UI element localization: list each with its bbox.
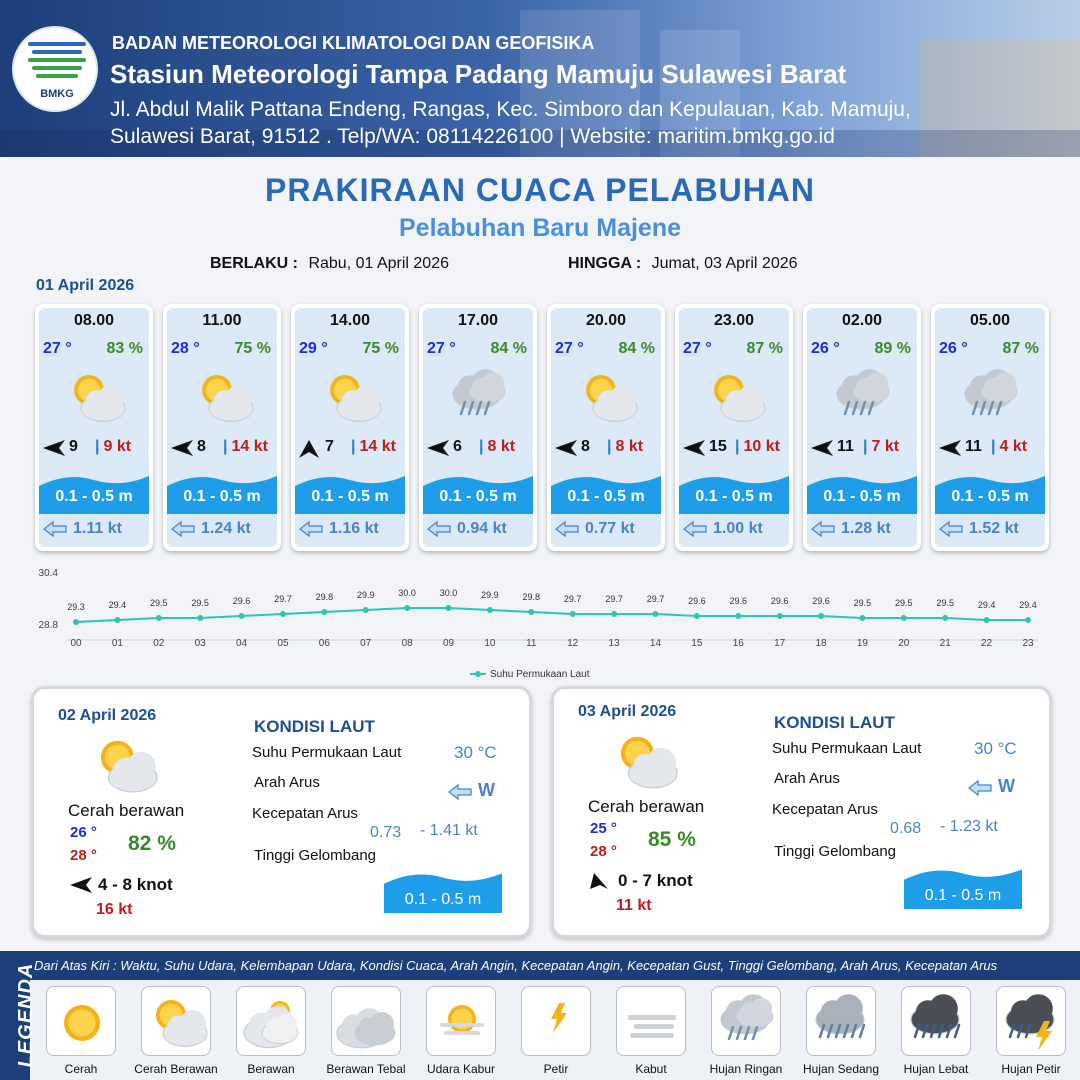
- wave-height: 0.1 - 0.5 m: [695, 488, 773, 505]
- wind-speed-range: 4 - 8 knot: [98, 875, 173, 894]
- air-temperature: 29 °: [299, 340, 328, 357]
- sst-chart: [30, 562, 1050, 682]
- current-speed: 0.77 kt: [585, 520, 635, 537]
- separator: |: [863, 438, 868, 455]
- current-direction-icon: [968, 779, 998, 797]
- gust-value: 4 kt: [999, 438, 1028, 455]
- wind-direction-icon: [171, 440, 191, 456]
- cerah-berawan-icon: [191, 368, 255, 426]
- data-point: [197, 615, 203, 621]
- wave-label: Tinggi Gelombang: [254, 847, 377, 864]
- gust-speed: 16 kt: [96, 901, 133, 918]
- current-direction-icon: [683, 520, 713, 537]
- current: [299, 520, 399, 538]
- data-label: 29.6: [812, 596, 830, 606]
- current-speed: 1.11 kt: [73, 520, 122, 537]
- cerah-berawan-icon: [141, 986, 211, 1056]
- x-tick-label: 00: [70, 638, 82, 649]
- x-tick-label: 21: [939, 638, 951, 649]
- sst-series-line: [76, 608, 1028, 622]
- x-tick-label: 01: [111, 638, 123, 649]
- data-point: [901, 615, 907, 621]
- legend-label: Berawan: [247, 1062, 295, 1076]
- wind-direction-icon: [427, 440, 447, 456]
- legend-label: Hujan Sedang: [802, 1062, 880, 1076]
- data-point: [735, 613, 741, 619]
- legend-label: Udara Kabur: [426, 1062, 496, 1076]
- x-tick-label: 09: [442, 638, 455, 649]
- cerah-icon: [46, 986, 116, 1056]
- max-temperature: 28 °: [590, 843, 617, 860]
- gust-value: 14 kt: [231, 438, 268, 455]
- sea-condition-title: KONDISI LAUT: [254, 717, 375, 736]
- separator: |: [223, 438, 228, 455]
- valid-from-value: Rabu, 01 April 2026: [308, 255, 449, 272]
- x-tick-label: 16: [732, 638, 744, 649]
- forecast-time: 02.00: [841, 312, 883, 329]
- wind-direction-icon: [43, 440, 63, 456]
- current-speed-label: Kecepatan Arus: [252, 805, 358, 822]
- wind-direction-icon: [590, 873, 610, 896]
- humidity: 87 %: [1002, 340, 1039, 357]
- hujan-ringan-icon: [959, 368, 1023, 426]
- data-label: 29.4: [977, 600, 996, 610]
- data-point: [446, 605, 452, 611]
- forecast-time: 14.00: [329, 312, 371, 329]
- data-point: [156, 615, 162, 621]
- legend-label: Petir: [543, 1062, 569, 1076]
- port-name: Pelabuhan Baru Majene: [398, 214, 682, 242]
- legend-label: Berawan Tebal: [326, 1062, 406, 1076]
- weather-condition: Cerah berawan: [68, 801, 185, 820]
- forecast-time: 20.00: [585, 312, 627, 329]
- current-direction-icon: [448, 783, 478, 801]
- data-point: [570, 611, 576, 617]
- x-tick-label: 02: [153, 638, 165, 649]
- data-point: [363, 607, 369, 613]
- current: [939, 520, 1039, 538]
- current: [683, 520, 783, 538]
- data-point: [1025, 617, 1031, 623]
- gust-value: 10 kt: [743, 438, 780, 455]
- wave-height: 0.1 - 0.5 m: [567, 488, 645, 505]
- berawan-tebal-icon: [331, 986, 401, 1056]
- current-speed-max: - 1.23 kt: [940, 818, 998, 835]
- legend-label: Hujan Petir: [1001, 1062, 1061, 1076]
- kabut-icon: [616, 986, 686, 1056]
- gust-speed: [351, 438, 396, 456]
- data-point: [818, 613, 824, 619]
- data-point: [239, 613, 245, 619]
- day2-forecast-panel: [31, 686, 532, 938]
- hujan-ringan-icon: [831, 368, 895, 426]
- forecast-time: 08.00: [73, 312, 115, 329]
- data-point: [694, 613, 700, 619]
- data-label: 29.5: [150, 598, 168, 608]
- legend-description: Dari Atas Kiri : Waktu, Suhu Udara, Kelembapan Udara, Kondisi Cuaca, Arah Angin, Kecepatan Angin, Kecepatan Gust, Tinggi Gelombang, Arah Arus, Kecepatan Arus: [34, 958, 998, 973]
- hourly-card: [931, 304, 1049, 551]
- data-label: 30.0: [398, 588, 416, 598]
- berawan-icon: [236, 986, 306, 1056]
- cerah-berawan-icon: [63, 368, 127, 426]
- sea-condition-title: KONDISI LAUT: [774, 713, 895, 732]
- wind-speed: 6: [453, 438, 462, 455]
- humidity: 89 %: [874, 340, 911, 357]
- x-tick-label: 03: [194, 638, 206, 649]
- data-label: 29.8: [315, 592, 334, 602]
- min-temperature: 25 °: [590, 820, 617, 837]
- separator: |: [607, 438, 612, 455]
- station-name: Stasiun Meteorologi Tampa Padang Mamuju Sulawesi Barat: [110, 59, 847, 89]
- hourly-card: [163, 304, 281, 551]
- x-tick-label: 13: [608, 638, 620, 649]
- separator: |: [351, 438, 356, 455]
- current-speed: 1.28 kt: [841, 520, 891, 537]
- hourly-card: [35, 304, 153, 551]
- x-tick-label: 04: [236, 638, 248, 649]
- wind-direction-icon: [683, 440, 703, 456]
- data-point: [528, 609, 534, 615]
- wave-height: 0.1 - 0.5 m: [404, 891, 482, 908]
- x-tick-label: 23: [1022, 638, 1034, 649]
- humidity: 75 %: [234, 340, 271, 357]
- current-speed: 1.00 kt: [713, 520, 763, 537]
- forecast-time: 05.00: [969, 312, 1011, 329]
- legend-swatch-dot: [475, 671, 481, 677]
- cerah-berawan-icon: [319, 368, 383, 426]
- gust-value: 14 kt: [359, 438, 396, 455]
- wave-label: Tinggi Gelombang: [774, 843, 897, 860]
- hujan-ringan-icon: [711, 986, 781, 1056]
- wave-height: 0.1 - 0.5 m: [183, 488, 261, 505]
- gust-speed: [991, 438, 1027, 456]
- cerah-berawan-icon: [86, 733, 162, 797]
- humidity: 75 %: [362, 340, 399, 357]
- legend-label: Suhu Permukaan Laut: [490, 669, 590, 680]
- data-point: [114, 617, 120, 623]
- air-temperature: 26 °: [939, 340, 968, 357]
- hourly-card: [291, 304, 409, 551]
- legend-label: Hujan Ringan: [709, 1062, 783, 1076]
- valid-to-label: HINGGA :: [568, 255, 642, 272]
- sst-value: 30 °C: [974, 739, 1017, 758]
- data-label: 29.4: [108, 600, 127, 610]
- current: [427, 520, 527, 538]
- x-tick-label: 18: [815, 638, 827, 649]
- address-line-1: Jl. Abdul Malik Pattana Endeng, Rangas, Kec. Simboro dan Kepulauan, Kab. Mamuju,: [110, 98, 911, 121]
- wave-height: 0.1 - 0.5 m: [823, 488, 901, 505]
- humidity: 84 %: [618, 340, 655, 357]
- valid-from: [210, 255, 449, 273]
- data-label: 29.7: [646, 594, 665, 604]
- current-direction-icon: [939, 520, 969, 537]
- current-speed-label: Kecepatan Arus: [772, 801, 878, 818]
- data-point: [321, 609, 327, 615]
- current-direction-label: Arah Arus: [254, 774, 320, 791]
- air-temperature: 27 °: [683, 340, 712, 357]
- address-line-2: Sulawesi Barat, 91512 . Telp/WA: 08114226100 | Website: maritim.bmkg.go.id: [110, 125, 835, 148]
- gust-speed: 11 kt: [616, 897, 652, 914]
- cerah-berawan-icon: [606, 729, 682, 793]
- current-direction-icon: [43, 520, 73, 537]
- separator: |: [479, 438, 484, 455]
- gust-value: 8 kt: [487, 438, 516, 455]
- x-tick-label: 20: [898, 638, 910, 649]
- gust-speed: [223, 438, 268, 456]
- gust-value: 7 kt: [871, 438, 900, 455]
- page-title: PRAKIRAAN CUACA PELABUHAN: [264, 172, 816, 208]
- data-point: [487, 607, 493, 613]
- max-temperature: 28 °: [70, 847, 97, 864]
- cerah-berawan-icon: [703, 368, 767, 426]
- wind-speed: 11: [965, 438, 982, 455]
- hujan-ringan-icon: [447, 368, 511, 426]
- current-speed: 0.94 kt: [457, 520, 507, 537]
- gust-speed: [607, 438, 643, 456]
- current-speed-max: - 1.41 kt: [420, 822, 478, 839]
- x-tick-label: 19: [856, 638, 868, 649]
- current-direction-icon: [299, 520, 329, 537]
- wave-height: 0.1 - 0.5 m: [311, 488, 389, 505]
- data-point: [280, 611, 286, 617]
- x-tick-label: 08: [401, 638, 413, 649]
- data-label: 29.5: [853, 598, 872, 608]
- x-tick-label: 17: [774, 638, 786, 649]
- data-point: [652, 611, 658, 617]
- current: [43, 520, 143, 538]
- sst-label: Suhu Permukaan Laut: [252, 744, 402, 761]
- wind-direction-icon: [811, 440, 831, 456]
- x-tick-label: 11: [526, 638, 537, 649]
- station-address: [110, 96, 1060, 150]
- x-tick-label: 14: [649, 638, 662, 649]
- data-label: 30.0: [439, 588, 458, 598]
- data-label: 29.6: [232, 596, 251, 606]
- separator: |: [95, 438, 100, 455]
- current-speed-min: 0.73: [370, 824, 402, 841]
- data-label: 29.9: [481, 590, 499, 600]
- wind-speed: 7: [325, 438, 334, 455]
- gust-speed: [479, 438, 515, 456]
- agency-name: BADAN METEOROLOGI KLIMATOLOGI DAN GEOFISIKA: [112, 33, 595, 53]
- data-point: [942, 615, 948, 621]
- forecast-time: 17.00: [457, 312, 499, 329]
- air-temperature: 28 °: [171, 340, 200, 357]
- sst-value: 30 °C: [454, 743, 497, 762]
- data-point: [859, 615, 865, 621]
- hourly-card: [419, 304, 537, 551]
- wind-speed: 15: [709, 438, 727, 455]
- data-label: 29.5: [191, 598, 209, 608]
- x-tick-label: 05: [277, 638, 289, 649]
- forecast-time: 23.00: [713, 312, 755, 329]
- humidity: 83 %: [106, 340, 143, 357]
- humidity: 82 %: [128, 832, 176, 855]
- current-speed: 1.24 kt: [201, 520, 251, 537]
- wave-height: 0.1 - 0.5 m: [55, 488, 133, 505]
- wind-speed-range: 0 - 7 knot: [618, 871, 693, 890]
- wave-height: 0.1 - 0.5 m: [439, 488, 517, 505]
- forecast-time: 11.00: [202, 312, 242, 329]
- min-temperature: 26 °: [70, 824, 97, 841]
- separator: |: [991, 438, 996, 455]
- y-tick-label: 30.4: [38, 568, 58, 579]
- hujan-petir-icon: [996, 986, 1066, 1056]
- hourly-card: [803, 304, 921, 551]
- gust-value: 9 kt: [103, 438, 132, 455]
- legend-label: Kabut: [635, 1062, 667, 1076]
- gust-value: 8 kt: [615, 438, 644, 455]
- forecast-date: 03 April 2026: [578, 703, 677, 720]
- cerah-berawan-icon: [575, 368, 639, 426]
- gust-speed: [735, 438, 780, 456]
- current-direction-icon: [427, 520, 457, 537]
- wave-height: 0.1 - 0.5 m: [951, 488, 1029, 505]
- wind-direction-icon: [70, 877, 92, 898]
- wind-direction-icon: [299, 440, 319, 456]
- x-tick-label: 22: [981, 638, 993, 649]
- air-temperature: 27 °: [427, 340, 456, 357]
- data-label: 29.5: [936, 598, 954, 608]
- weather-condition: Cerah berawan: [588, 797, 705, 816]
- current: [811, 520, 911, 538]
- current-direction-icon: [811, 520, 841, 537]
- data-point: [777, 613, 783, 619]
- data-point: [404, 605, 410, 611]
- data-label: 29.6: [770, 596, 789, 606]
- data-label: 29.9: [356, 590, 375, 600]
- data-label: 29.8: [522, 592, 541, 602]
- valid-to-value: Jumat, 03 April 2026: [651, 255, 798, 272]
- current-direction-label: Arah Arus: [774, 770, 840, 787]
- air-temperature: 27 °: [555, 340, 584, 357]
- legend-label: Cerah: [64, 1062, 98, 1076]
- data-label: 29.4: [1019, 600, 1037, 610]
- wind-direction-icon: [555, 440, 575, 456]
- day3-forecast-panel: [551, 686, 1052, 938]
- gust-speed: [863, 438, 899, 456]
- wind-speed: 8: [197, 438, 206, 455]
- legend-label: Hujan Lebat: [903, 1062, 969, 1076]
- data-label: 29.5: [895, 598, 913, 608]
- data-label: 29.6: [688, 596, 706, 606]
- x-tick-label: 15: [691, 638, 703, 649]
- valid-from-label: BERLAKU :: [210, 255, 298, 272]
- data-point: [611, 611, 617, 617]
- hourly-card: [675, 304, 793, 551]
- x-tick-label: 12: [567, 638, 579, 649]
- hujan-lebat-icon: [901, 986, 971, 1056]
- forecast-date: 02 April 2026: [58, 707, 157, 724]
- wave-height: 0.1 - 0.5 m: [924, 887, 1002, 904]
- sst-label: Suhu Permukaan Laut: [772, 740, 922, 757]
- humidity: 85 %: [648, 828, 696, 851]
- x-tick-label: 06: [318, 638, 330, 649]
- wind-direction-icon: [939, 440, 959, 456]
- x-tick-label: 10: [484, 638, 496, 649]
- current-direction-icon: [171, 520, 201, 537]
- current: [555, 520, 655, 538]
- air-temperature: 27 °: [43, 340, 72, 357]
- day1-date: 01 April 2026: [36, 277, 135, 294]
- data-label: 29.7: [274, 594, 292, 604]
- data-label: 29.3: [67, 602, 85, 612]
- humidity: 87 %: [746, 340, 783, 357]
- current-speed: 1.16 kt: [329, 520, 379, 537]
- wind-speed: 8: [581, 438, 590, 455]
- current-speed: 1.52 kt: [969, 520, 1019, 537]
- legend-title: LEGENDA: [15, 962, 37, 1068]
- wind-speed: 11: [837, 438, 854, 455]
- current-direction: W: [478, 780, 495, 800]
- current-direction: W: [998, 776, 1015, 796]
- gust-speed: [95, 438, 131, 456]
- legend-label: Cerah Berawan: [134, 1062, 218, 1076]
- data-label: 29.7: [563, 594, 582, 604]
- humidity: 84 %: [490, 340, 527, 357]
- x-tick-label: 07: [360, 638, 372, 649]
- wind-speed: 9: [69, 438, 78, 455]
- y-tick-label: 28.8: [38, 620, 58, 631]
- air-temperature: 26 °: [811, 340, 840, 357]
- data-label: 29.7: [605, 594, 623, 604]
- separator: |: [735, 438, 740, 455]
- hujan-sedang-icon: [806, 986, 876, 1056]
- current-speed-min: 0.68: [890, 820, 922, 837]
- data-label: 29.6: [729, 596, 748, 606]
- petir-icon: [521, 986, 591, 1056]
- udara-kabur-icon: [426, 986, 496, 1056]
- hourly-card: [547, 304, 665, 551]
- current: [171, 520, 271, 538]
- current-direction-icon: [555, 520, 585, 537]
- valid-to: [568, 255, 798, 273]
- data-point: [984, 617, 990, 623]
- bmkg-logo: BMKG: [12, 26, 98, 112]
- data-point: [73, 619, 79, 625]
